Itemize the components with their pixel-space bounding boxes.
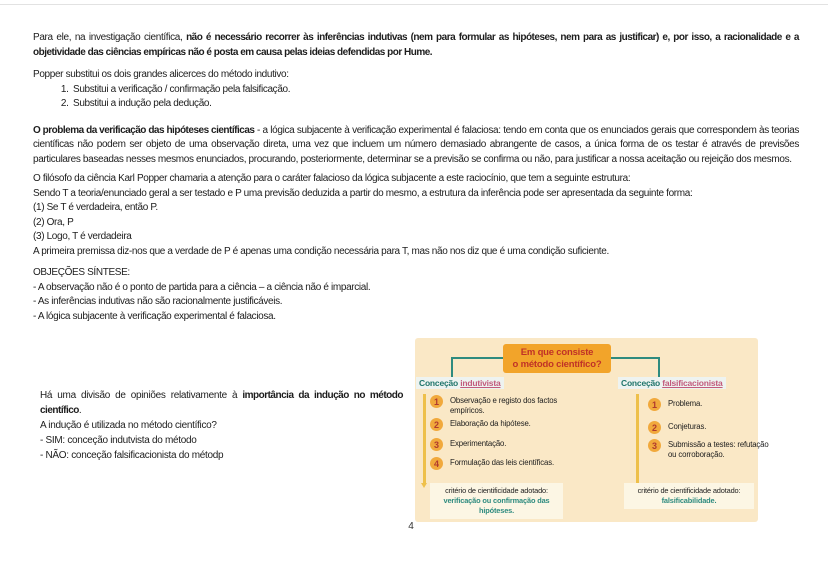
criterion-label: critério de cientificidade adotado: [445,486,548,495]
connector-line [658,357,660,377]
inducao-note-box [40,388,403,463]
right-step-3 [648,439,772,459]
left-criterion-box [430,483,563,519]
left-step-3 [430,438,562,451]
down-arrow-icon [423,394,426,483]
down-arrow-icon [636,394,639,483]
paragraph-hume [33,31,799,60]
problema-heading: O problema da verificação das hipóteses científicas [33,124,255,136]
document-body [33,31,799,324]
right-column-header [618,377,726,389]
diagram-title-line1: Em que consiste [520,346,594,358]
alicerces-item: 1. Substitui a verificação / confirmação pela falsificação. [71,83,799,98]
step-label: Formulação das leis científicas. [450,458,554,467]
step-number-badge: 3 [648,439,661,452]
estrutura-premise-2: (2) Ora, P [33,216,74,228]
header-prefix: Conceção [621,378,663,388]
right-criterion-box [624,483,754,509]
step-number-badge: 4 [430,457,443,470]
connector-line [610,357,659,359]
objecoes-sintese [33,266,799,324]
criterion-value: falsificabilidade. [661,496,717,505]
objecoes-item: - A observação não é o ponto de partida para a ciência – a ciência não é imparcial. [33,281,371,293]
alicerces-item: 2. Substitui a indução pela dedução. [71,97,799,112]
note-answer-no: - NÃO: conceção falsificacionista do métodp [40,450,224,461]
left-step-4 [430,457,562,470]
paragraph-hume-emphasis: não é necessário recorrer às inferências indutivas (nem para formular as hipóteses, nem para as justificar) e, por isso, a racionalidade e a objetividade das ciências empíricas não é posta em causa pelas ideias defendidas por Hume. [33,32,799,58]
diagram-title-line2: o método científico? [512,358,602,370]
objecoes-item: - As inferências indutivas não são racionalmente justificáveis. [33,296,283,307]
note-period: . [78,405,82,416]
right-step-1 [648,398,772,411]
header-prefix: Conceção [419,378,461,388]
left-column-header [416,377,504,389]
estrutura-line: O filósofo da ciência Karl Popper chamaria a atenção para o caráter falacioso da lógica subjacente a este raciocínio, que tem a seguinte estrutura: [33,173,631,184]
note-statement [40,388,403,418]
header-term: falsificacionista [662,378,723,388]
criterion-label: critério de cientificidade adotado: [637,486,741,495]
step-label: Elaboração da hipótese. [450,419,531,428]
step-number-badge: 1 [648,398,661,411]
header-term: indutivista [460,378,501,388]
note-lead: Há uma divisão de opiniões relativamente à [40,390,243,401]
alicerces-intro: Popper substitui os dois grandes alicerces do método indutivo: [33,69,289,80]
step-number-badge: 3 [430,438,443,451]
objecoes-title: OBJEÇÕES SÍNTESE: [33,267,130,278]
note-emphasis: importância da indução no método científico [40,390,403,416]
step-label: Observação e registo dos factos empíricos. [450,396,558,415]
alicerces-list [33,83,799,112]
diagram-title-box [503,344,611,373]
estrutura-line: A primeira premissa diz-nos que a verdade de P é apenas uma condição necessária para T, mas não nos diz que é uma condição suficiente. [33,245,609,257]
metodo-cientifico-diagram [415,338,769,522]
left-step-2 [430,418,562,431]
step-label: Conjeturas. [668,422,707,431]
note-question: A indução é utilizada no método científico? [40,420,217,431]
connector-line [451,357,504,359]
paragraph-hume-lead: Para ele, na investigação científica, [33,32,187,43]
problema-text: - a lógica subjacente à verificação experimental é falaciosa: tendo em conta que os enunciados gerais que correspondem às teorias científicas não podem ser objeto de uma observação direta, uma vez que incluem um número demasiado abrangente de casos, a única forma de os testar é através de previsões particulares baseadas nesses mesmos enunciados, procurando, posteriormente, determinar se a previsão se confirma ou não, para justificar a nossa aceitação ou rejeição dos mesmos. [33,124,799,165]
estrutura-conclusion: (3) Logo, T é verdadeira [33,231,132,242]
estrutura-line: Sendo T a teoria/enunciado geral a ser testado e P uma previsão deduzida a partir do mesmo, a estrutura da inferência pode ser apresentada da seguinte forma: [33,187,693,199]
criterion-value: verificação ou confirmação das hipóteses. [443,496,550,515]
connector-line [451,357,453,377]
note-answer-yes: - SIM: conceção indutvista do método [40,435,197,446]
step-number-badge: 2 [648,421,661,434]
step-label: Experimentação. [450,439,507,448]
step-label: Submissão a testes: refutação ou corroboração. [668,440,769,459]
left-step-1 [430,395,562,415]
paragraph-problema [33,124,799,168]
page-number: 4 [408,521,414,532]
paragraph-alicerces [33,68,799,112]
step-number-badge: 1 [430,395,443,408]
page-top-divider [0,4,828,5]
estrutura-premise-1: (1) Se T é verdadeira, então P. [33,202,158,213]
step-label: Problema. [668,399,703,408]
objecoes-item: - A lógica subjacente à verificação experimental é falaciosa. [33,310,276,322]
right-step-2 [648,421,772,434]
step-number-badge: 2 [430,418,443,431]
paragraph-estrutura [33,172,799,259]
